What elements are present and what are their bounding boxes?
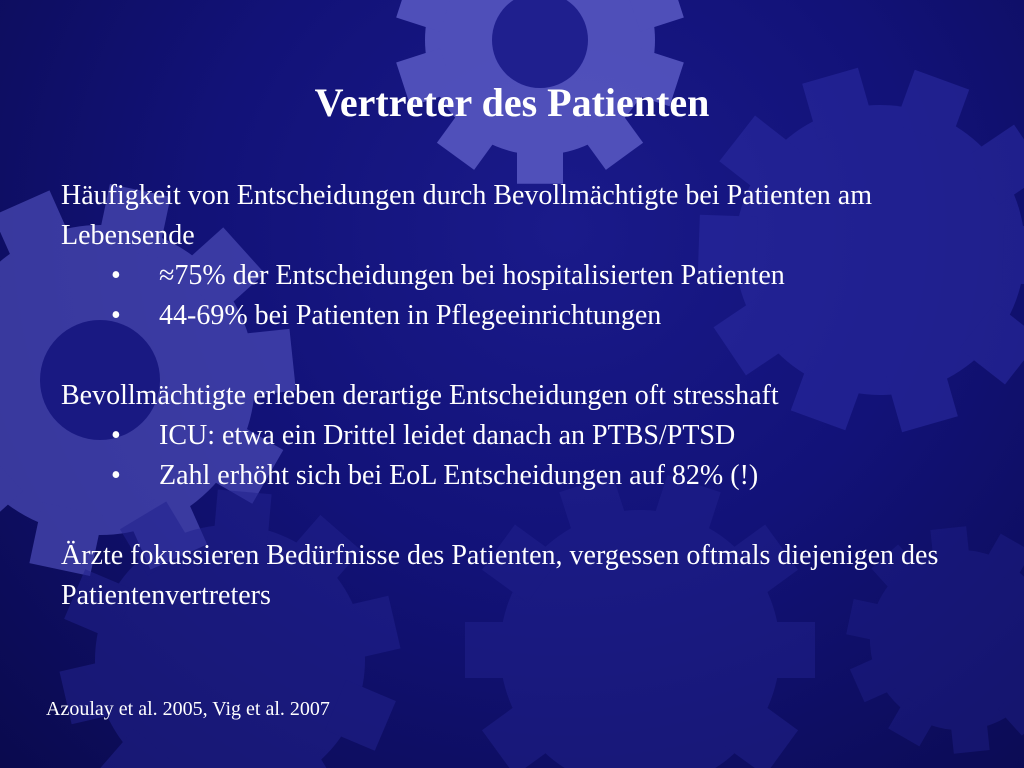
bullet-icon: • [111,260,121,291]
section-1-bullets [61,256,961,336]
section-2-bullets [61,416,961,496]
list-item [61,416,961,456]
list-item [61,296,961,336]
bullet-text: Zahl erhöht sich bei EoL Entscheidungen auf 82% (!) [159,460,759,491]
bullet-text: ICU: etwa ein Drittel leidet danach an PTBS/PTSD [159,420,736,451]
bullet-icon: • [111,460,121,491]
slide-body [61,176,961,616]
slide-title: Vertreter des Patienten [314,80,710,125]
list-item [61,456,961,496]
bullet-text: 44-69% bei Patienten in Pflegeeinrichtungen [159,300,662,331]
section-1-text: Häufigkeit von Entscheidungen durch Bevollmächtigte bei Patienten am Lebensende [61,180,873,251]
section-2-text: Bevollmächtigte erleben derartige Entscheidungen oft stresshaft [61,380,779,411]
bullet-icon: • [111,300,121,331]
bullet-icon: • [111,420,121,451]
section-3-text: Ärzte fokussieren Bedürfnisse des Patienten, vergessen oftmals diejenigen des Patientenvertreters [61,540,939,611]
list-item [61,256,961,296]
citation: Azoulay et al. 2005, Vig et al. 2007 [46,698,330,720]
bullet-text: ≈75% der Entscheidungen bei hospitalisierten Patienten [159,260,785,291]
